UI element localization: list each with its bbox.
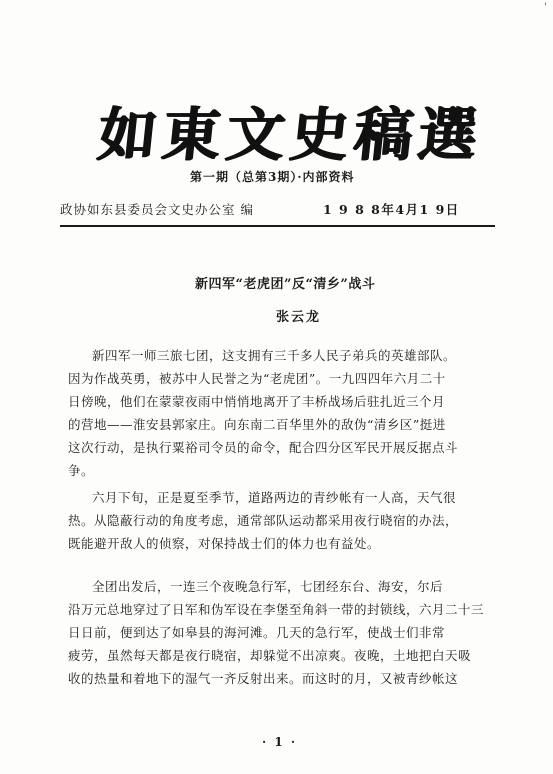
header-rule: [60, 225, 495, 227]
paragraph-line: 争。: [68, 463, 95, 478]
article-author: 张云龙: [276, 310, 322, 325]
paragraph-line: 疲劳，虽然每天都是夜行晓宿，却躲觉不出凉爽。夜晚，土地把白天吸: [68, 648, 472, 663]
paragraph-line: 日傍晚，他们在蒙蒙夜雨中悄悄地离开了丰桥战场后驻扎近三个月: [68, 394, 446, 409]
paragraph-1: [68, 344, 504, 482]
paragraph-2: [68, 486, 504, 555]
paragraph-line: 热。从隐蔽行动的角度考虑，通常部队运动都采用夜行晓宿的办法，: [68, 513, 459, 528]
paragraph-line: 日日前，便到达了如皋县的海河滩。几天的急行军，使战士们非常: [68, 625, 446, 640]
paragraph-line: 六月下旬，正是夏至季节，道路两边的青纱帐有一人高，天气很: [92, 490, 457, 505]
paragraph-line: 的营地——淮安县郭家庄。向东南二百华里外的敌伪“清乡区”挺进: [68, 417, 446, 432]
paragraph-line: 沿万元总地穿过了日军和伪军设在李堡至角斜一带的封锁线，六月二十三: [68, 602, 485, 617]
corner-mark: ': [544, 2, 547, 13]
publisher-row: [60, 200, 500, 220]
article-title: 新四军“老虎团”反“清乡”战斗: [195, 277, 376, 292]
paragraph-line: 收的热量和着地下的湿气一齐反射出来。而这时的月，又被青纱帐这: [68, 671, 459, 686]
paragraph-line: 因为作战英勇，被苏中人民誉之为“老虎团”。一九四四年六月二十: [68, 371, 446, 386]
paragraph-line: 既能避开敌人的侦察，对保持战士们的体力也有益处。: [68, 536, 381, 551]
masthead-title: 如東文史稿選: [95, 101, 487, 169]
paragraph-line: 这次行动，是执行粟裕司令员的命令，配合四分区军民开展反据点斗: [68, 440, 459, 455]
paragraph-line: 全团出发后，一连三个夜晚急行军，七团经东台、海安，尔后: [92, 579, 444, 594]
issue-line: 第一期（总第3期）·内部资料: [190, 170, 355, 184]
publisher: 政协如东县委员会文史办公室 编: [60, 202, 254, 217]
paragraph-line: 新四军一师三旅七团，这支拥有三千多人民子弟兵的英雄部队。: [92, 348, 457, 363]
page-number: · 1 ·: [262, 735, 298, 749]
paragraph-3: [68, 575, 504, 690]
publication-date: 1 9 8 8年4月1 9日: [323, 202, 460, 217]
